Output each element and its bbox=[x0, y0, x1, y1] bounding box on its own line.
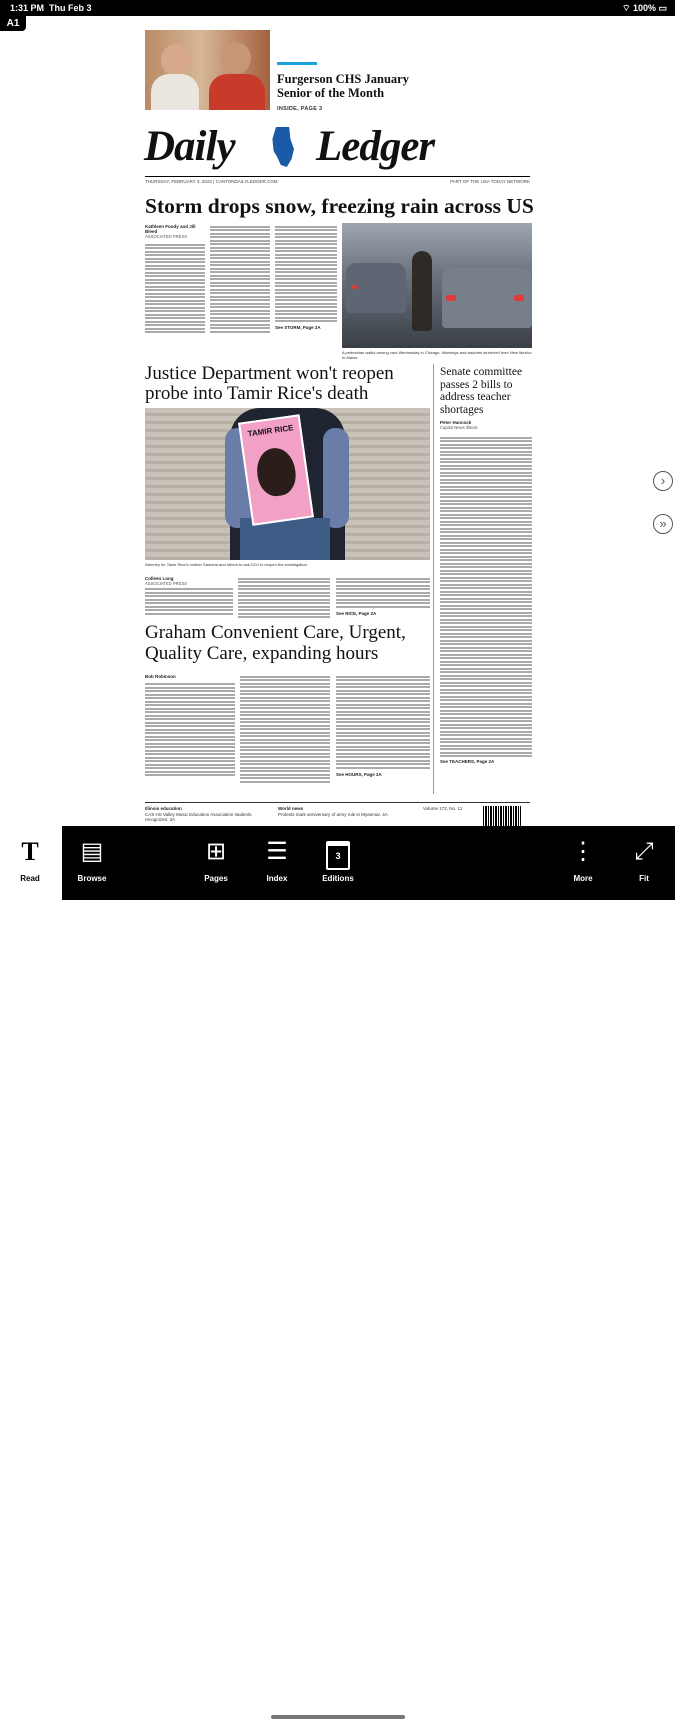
person-sleeve bbox=[323, 428, 349, 528]
column-divider bbox=[433, 364, 434, 794]
page-label: A1 bbox=[0, 16, 26, 31]
footer-rule bbox=[145, 802, 530, 803]
expand-arrows-icon: ⤢ bbox=[634, 838, 654, 865]
newspaper-page[interactable] bbox=[138, 24, 537, 824]
teaser-accent-bar bbox=[277, 62, 317, 65]
masthead-word-1: Daily bbox=[144, 123, 235, 170]
status-time: 1:31 PM Thu Feb 3 bbox=[10, 3, 92, 13]
story2-caption: Attorney for Tamir Rice's mother Samaria and others to ask DOJ to reopen the investigation. bbox=[145, 562, 308, 567]
sidebar-jump[interactable]: See TEACHERS, Page 2A bbox=[440, 759, 495, 764]
story1-photo[interactable] bbox=[342, 223, 532, 348]
status-right bbox=[622, 3, 667, 14]
story2-byline-org: ASSOCIATED PRESS bbox=[145, 581, 188, 586]
story1-headline[interactable]: Storm drops snow, freezing rain across US bbox=[145, 194, 534, 218]
story1-col2 bbox=[210, 224, 270, 334]
person-body bbox=[209, 74, 265, 110]
pedestrian-figure bbox=[412, 251, 432, 331]
more-button[interactable] bbox=[553, 826, 613, 900]
person-head bbox=[221, 42, 251, 74]
more-label: More bbox=[573, 874, 593, 883]
tail-light bbox=[514, 295, 524, 301]
tail-light bbox=[446, 295, 456, 301]
dateline-right: PART OF THE USA TODAY NETWORK bbox=[450, 179, 530, 184]
dateline-left: THURSDAY, FEBRUARY 3, 2022 | CANTONDAILYLEDGER.COM bbox=[145, 179, 278, 184]
footer-col1-text: CAS HS Valley Music Education Association students recognized. 3A bbox=[145, 811, 252, 822]
illinois-logo-icon bbox=[270, 127, 294, 167]
person-body bbox=[151, 74, 199, 110]
editions-badge: 3 bbox=[326, 841, 350, 870]
editions-button[interactable] bbox=[308, 826, 368, 900]
story1-col3 bbox=[275, 224, 337, 330]
grid-icon: ⊞ bbox=[205, 838, 227, 865]
pages-button[interactable] bbox=[186, 826, 246, 900]
footer-col1-title: Illinois education bbox=[145, 806, 182, 811]
story1-col1 bbox=[145, 224, 205, 335]
person-head bbox=[161, 44, 191, 76]
story2-headline[interactable]: Justice Department won't reopen probe into Tamir Rice's death bbox=[145, 363, 394, 404]
story3-headline[interactable]: Graham Convenient Care, Urgent, Quality Care, expanding hours bbox=[145, 622, 406, 664]
tail-light bbox=[352, 285, 358, 289]
pages-label: Pages bbox=[204, 874, 228, 883]
sidebar-headline[interactable]: Senate committee passes 2 bills to address teacher shortages bbox=[440, 366, 523, 416]
index-button[interactable] bbox=[247, 826, 307, 900]
barcode-icon bbox=[483, 806, 521, 828]
battery-icon: ▭ bbox=[658, 3, 667, 13]
index-label: Index bbox=[266, 874, 288, 883]
story3-col1 bbox=[145, 674, 235, 778]
sidebar-body bbox=[440, 420, 532, 764]
calendar-icon bbox=[308, 836, 368, 868]
status-bar bbox=[0, 0, 675, 16]
footer-col2-title: World news bbox=[278, 806, 304, 811]
footer-col3-text: Volume 172, No. 11 bbox=[423, 806, 463, 811]
story3-byline: Bob Robinson bbox=[145, 674, 176, 679]
text-t-icon: T bbox=[21, 837, 39, 866]
story2-jump[interactable]: See RICE, Page 2A bbox=[336, 610, 377, 616]
sidebar-byline-org: Capitol News Illinois bbox=[440, 425, 478, 430]
sidebar-byline: Peter Hancock bbox=[440, 420, 472, 425]
fit-label: Fit bbox=[639, 874, 649, 883]
story2-col2 bbox=[238, 576, 330, 620]
newspaper-icon: ▤ bbox=[80, 838, 104, 865]
dateline bbox=[145, 176, 530, 184]
story3-jump[interactable]: See HOURS, Page 2A bbox=[336, 771, 382, 777]
story1-jump[interactable]: See STORM, Page 2A bbox=[275, 325, 321, 330]
story2-byline: Colleen Long bbox=[145, 576, 174, 581]
footer-col2-text: Protests mark anniversary of army rule in Myanmar. 4A bbox=[278, 811, 388, 817]
teaser-headline[interactable]: Furgerson CHS January Senior of the Month bbox=[277, 72, 409, 100]
story1-byline: Kathleen Foody and Jill Bleed bbox=[145, 224, 196, 234]
double-chevron-right-icon[interactable]: » bbox=[653, 514, 673, 534]
more-vertical-icon: ⋮ bbox=[571, 838, 595, 865]
browse-button[interactable] bbox=[62, 826, 122, 900]
story3-col3 bbox=[336, 674, 430, 777]
chevron-right-icon[interactable]: › bbox=[653, 471, 673, 491]
footer-col3 bbox=[423, 806, 478, 812]
home-indicator bbox=[271, 1715, 405, 1719]
editions-label: Editions bbox=[322, 874, 354, 883]
sign-portrait bbox=[254, 446, 298, 499]
bottom-toolbar bbox=[0, 826, 675, 900]
sign-text: TAMIR RICE bbox=[247, 423, 294, 439]
story2-col3 bbox=[336, 576, 430, 616]
footer-col1[interactable] bbox=[145, 806, 265, 823]
read-button[interactable] bbox=[0, 826, 62, 900]
footer-col2[interactable] bbox=[278, 806, 388, 817]
teaser-inside-label: INSIDE, PAGE 3 bbox=[277, 106, 323, 112]
teaser-photo[interactable] bbox=[145, 30, 270, 110]
story1-caption: A pedestrian walks among cars Wednesday in Chicago. Warnings and watches stretched from New Mexico to Maine. bbox=[342, 350, 532, 360]
battery-label: 100% bbox=[632, 3, 656, 13]
story3-col2 bbox=[240, 674, 330, 784]
story2-photo[interactable] bbox=[145, 408, 430, 560]
story1-byline-org: ASSOCIATED PRESS bbox=[145, 234, 188, 239]
read-label: Read bbox=[20, 874, 40, 883]
masthead-word-2: Ledger bbox=[316, 123, 435, 170]
story1-body-text bbox=[145, 244, 205, 334]
story2-col1 bbox=[145, 576, 233, 616]
fit-button[interactable] bbox=[614, 826, 674, 900]
wifi-icon: ⌔ bbox=[621, 3, 631, 13]
list-icon: ☰ bbox=[266, 838, 288, 865]
browse-label: Browse bbox=[77, 874, 107, 883]
